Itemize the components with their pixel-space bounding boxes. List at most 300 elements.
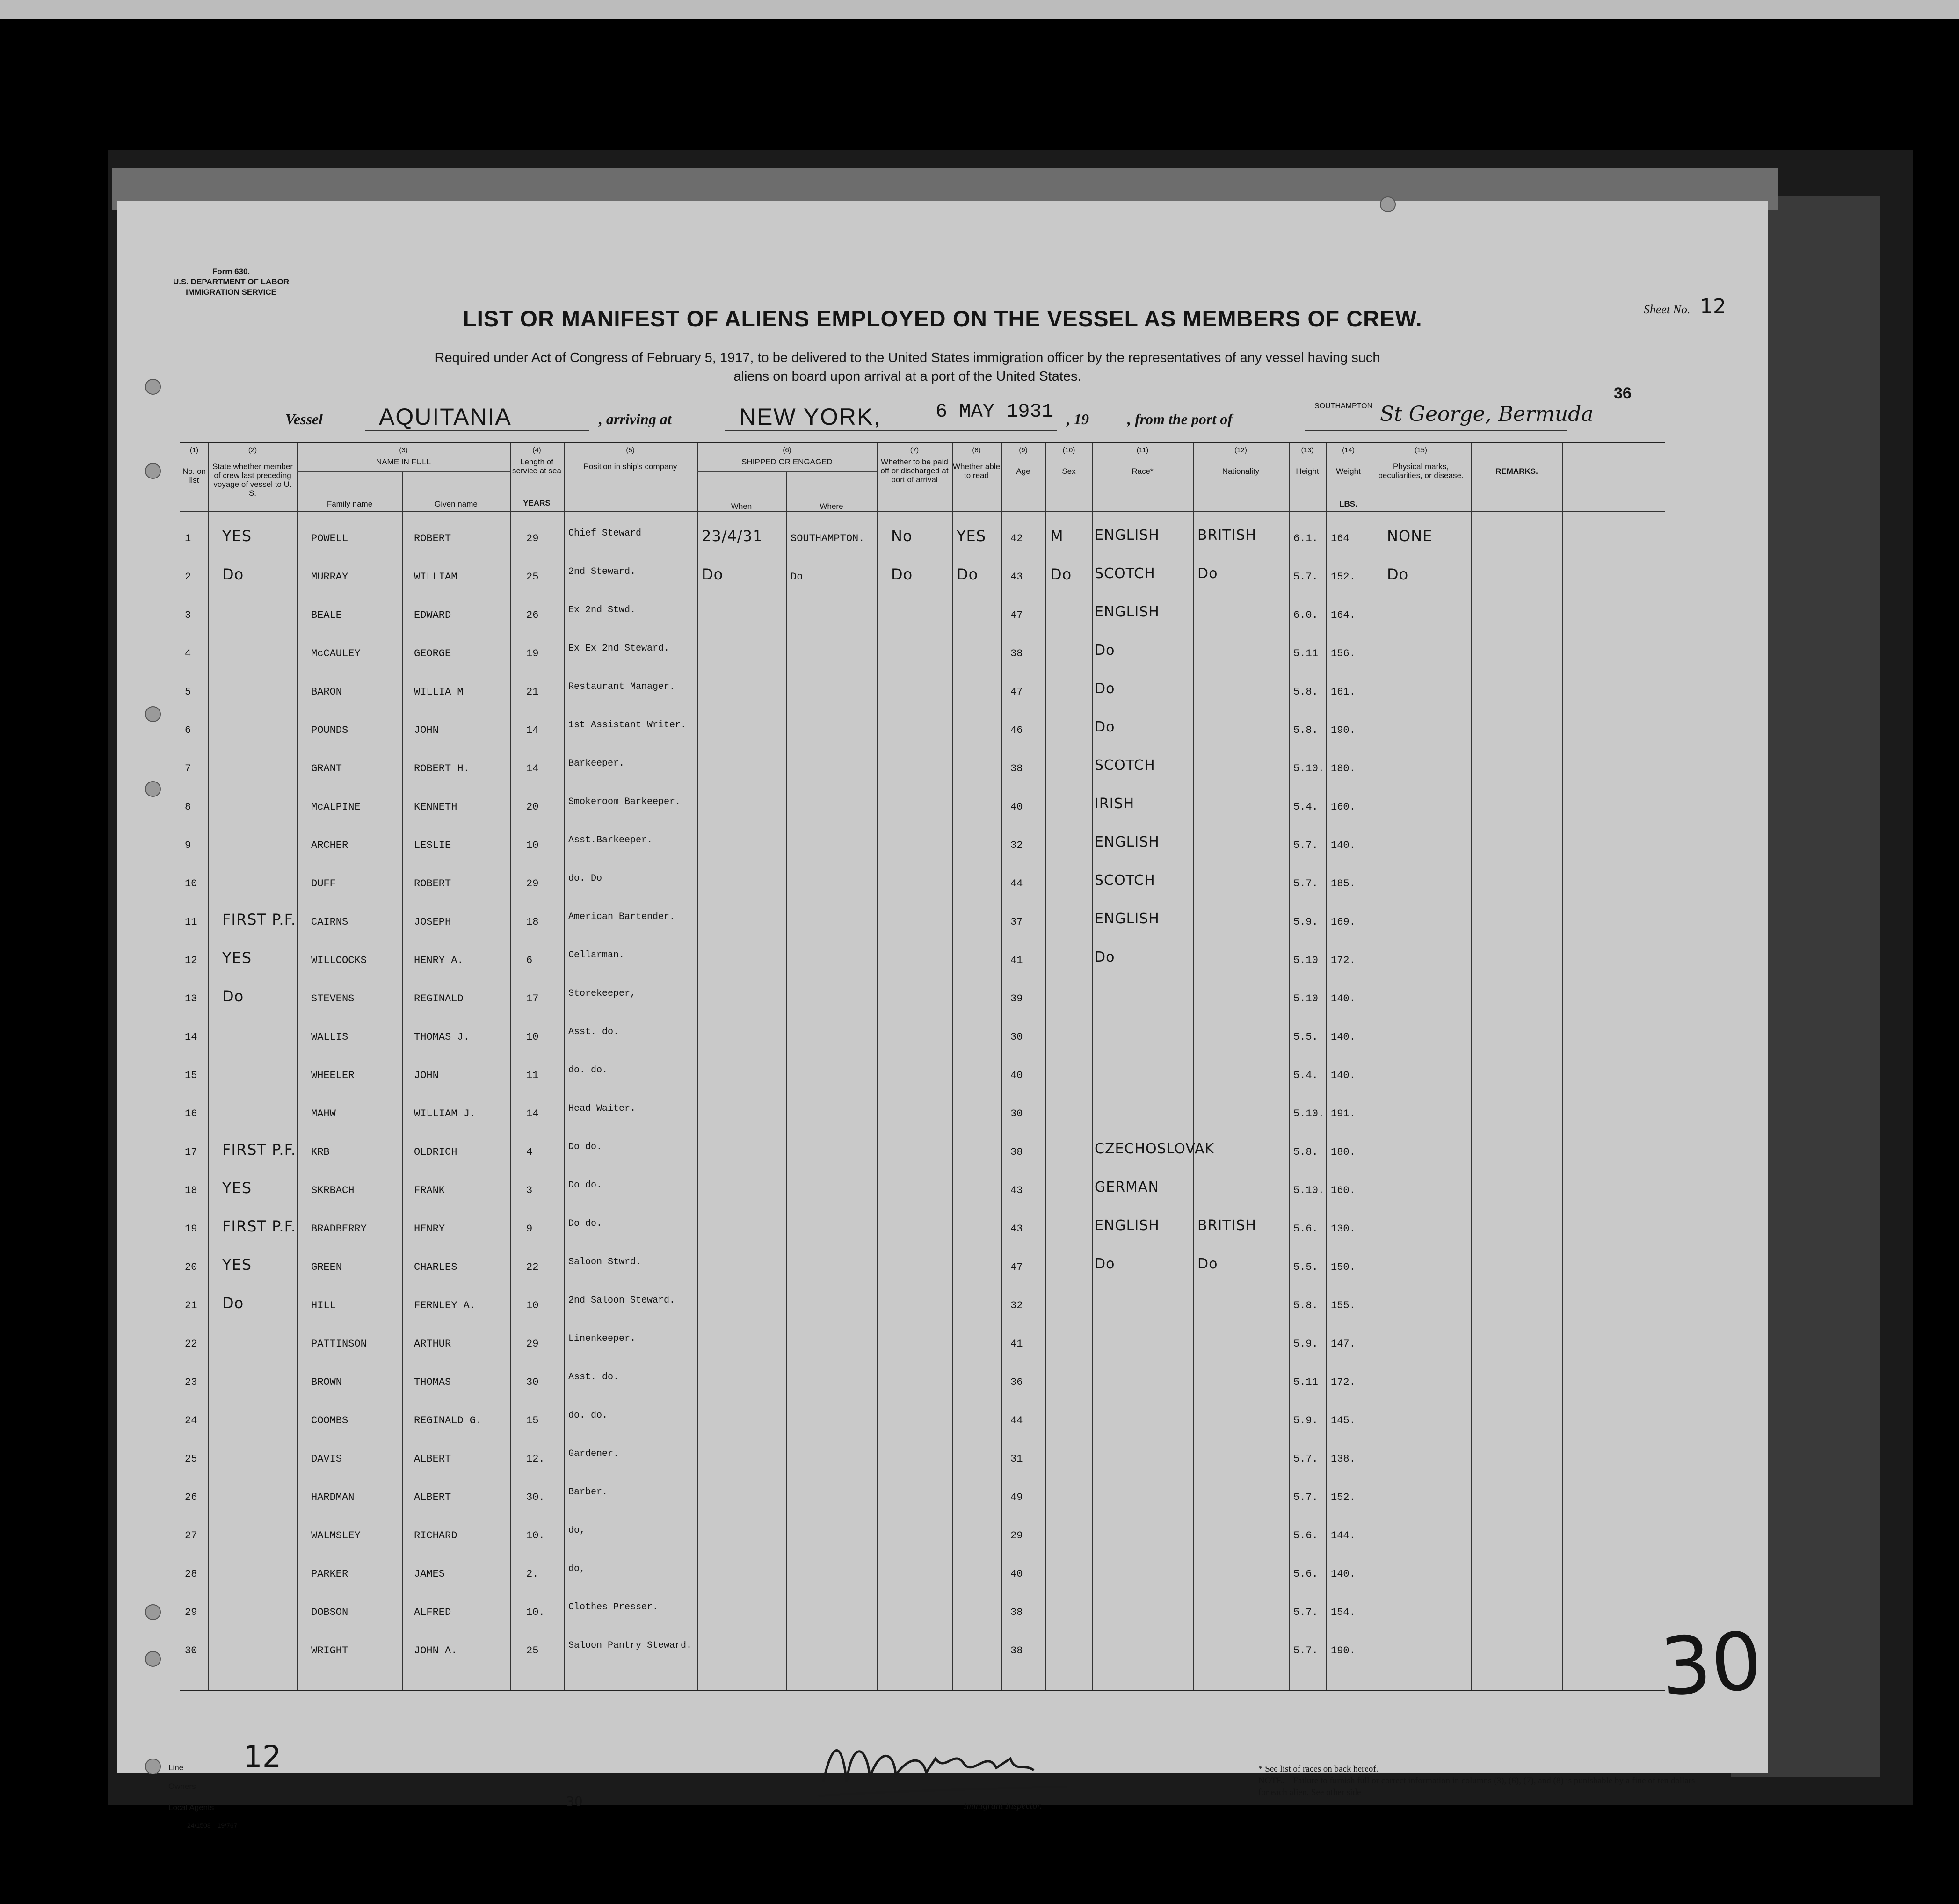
- cell-weight: 180.: [1331, 763, 1356, 775]
- col-header-shipped: SHIPPED OR ENGAGED: [741, 457, 833, 466]
- col-header-remarks: REMARKS.: [1495, 467, 1538, 476]
- cell-family: BROWN: [311, 1376, 342, 1388]
- inspector-signature: [814, 1730, 1076, 1808]
- cell-weight: 172.: [1331, 955, 1356, 966]
- cell-given: WILLIAM: [414, 571, 457, 583]
- cell-service: 10.: [526, 1607, 545, 1618]
- cell-age: 38: [1010, 763, 1023, 775]
- col-header-age: Age: [1016, 467, 1030, 476]
- cell-family: KRB: [311, 1146, 330, 1158]
- cell-age: 42: [1010, 533, 1023, 544]
- cell-weight: 140.: [1331, 993, 1356, 1005]
- table-row: [180, 1294, 1665, 1334]
- cell-no: 20: [185, 1261, 197, 1273]
- col-number: (5): [626, 446, 635, 454]
- col-header-physical: Physical marks, peculiarities, or disease.: [1378, 462, 1464, 480]
- cell-given: REGINALD: [414, 993, 464, 1005]
- cell-weight: 140.: [1331, 1070, 1356, 1081]
- cell-position: Asst. do.: [568, 1027, 619, 1037]
- cell-no: 11: [185, 916, 197, 928]
- cell-family: POUNDS: [311, 724, 348, 736]
- races-note: * See list of races on back hereof.: [1258, 1764, 1379, 1774]
- cell-position: Chief Steward: [568, 528, 642, 539]
- form-code: 24/1508—19/767: [187, 1822, 238, 1829]
- local-agents-label: Local Agents: [168, 1803, 214, 1812]
- col-header-read: Whether able to read: [952, 462, 1001, 480]
- cell-no: 9: [185, 840, 191, 851]
- cell-family: McALPINE: [311, 801, 361, 813]
- cell-position: Saloon Pantry Steward.: [568, 1640, 692, 1651]
- cell-position: Gardener.: [568, 1448, 619, 1459]
- cell-family: POWELL: [311, 533, 348, 544]
- cell-family: DOBSON: [311, 1607, 348, 1618]
- cell-position: Do do.: [568, 1218, 602, 1229]
- cell-service: 29: [526, 1338, 539, 1350]
- table-row: [180, 719, 1665, 759]
- punch-hole: [145, 1604, 161, 1620]
- cell-weight: 147.: [1331, 1338, 1356, 1350]
- cell-no: 25: [185, 1453, 197, 1465]
- col-header-state: State whether member of crew last preceding voyage of vessel to U. S.: [212, 462, 293, 498]
- table-row: [180, 642, 1665, 682]
- cell-race: GERMAN: [1095, 1179, 1159, 1195]
- cell-family: GREEN: [311, 1261, 342, 1273]
- cell-height: 5.9.: [1293, 1415, 1318, 1426]
- cell-height: 5.11: [1293, 648, 1318, 659]
- cell-family: STEVENS: [311, 993, 355, 1005]
- cell-weight: 154.: [1331, 1607, 1356, 1618]
- col-header-race: Race*: [1132, 467, 1154, 476]
- manifest-sheet: [117, 201, 1768, 1829]
- cell-height: 5.11: [1293, 1376, 1318, 1388]
- cell-age: 49: [1010, 1491, 1023, 1503]
- cell-weight: 156.: [1331, 648, 1356, 659]
- cell-given: WILLIAM J.: [414, 1108, 476, 1120]
- cell-race: Do: [1095, 681, 1115, 697]
- cell-weight: 185.: [1331, 878, 1356, 890]
- cell-given: RICHARD: [414, 1530, 457, 1542]
- cell-service: 14: [526, 1108, 539, 1120]
- cell-no: 18: [185, 1185, 197, 1196]
- cell-no: 27: [185, 1530, 197, 1542]
- cell-phys: NONE: [1387, 527, 1433, 545]
- cell-family: PATTINSON: [311, 1338, 367, 1350]
- cell-no: 4: [185, 648, 191, 659]
- cell-weight: 140.: [1331, 1031, 1356, 1043]
- cell-age: 43: [1010, 571, 1023, 583]
- cell-given: ROBERT: [414, 533, 451, 544]
- punch-hole: [145, 379, 161, 395]
- cell-age: 31: [1010, 1453, 1023, 1465]
- cell-race: ENGLISH: [1095, 604, 1160, 620]
- cell-state: YES: [222, 949, 252, 967]
- cell-position: Restaurant Manager.: [568, 681, 675, 692]
- cell-age: 47: [1010, 686, 1023, 698]
- cell-height: 6.0.: [1293, 609, 1318, 621]
- cell-no: 12: [185, 955, 197, 966]
- footnote: [1258, 1763, 1703, 1798]
- cell-no: 3: [185, 609, 191, 621]
- cell-weight: 152.: [1331, 1491, 1356, 1503]
- table-row: [180, 1489, 1665, 1526]
- cell-service: 20: [526, 801, 539, 813]
- cell-age: 40: [1010, 1568, 1023, 1580]
- col-number: (4): [532, 446, 541, 454]
- cell-height: 5.8.: [1293, 724, 1318, 736]
- cell-when: Do: [702, 565, 724, 583]
- cell-position: Linenkeeper.: [568, 1333, 636, 1344]
- table-row: [180, 527, 1665, 567]
- cell-age: 39: [1010, 993, 1023, 1005]
- punch-hole: [145, 781, 161, 797]
- cell-no: 23: [185, 1376, 197, 1388]
- cell-age: 47: [1010, 609, 1023, 621]
- cell-no: 28: [185, 1568, 197, 1580]
- cell-position: do. do.: [568, 1410, 608, 1421]
- col-header-given: Given name: [435, 500, 478, 508]
- cell-service: 10: [526, 840, 539, 851]
- cell-height: 5.4.: [1293, 1070, 1318, 1081]
- cell-race: CZECHOSLOVAK: [1095, 1141, 1215, 1157]
- col-number: (11): [1136, 446, 1149, 454]
- cell-given: ROBERT H.: [414, 763, 470, 775]
- cell-given: HENRY A.: [414, 955, 464, 966]
- col-header-weight: Weight: [1336, 467, 1361, 476]
- col-header-position: Position in ship's company: [583, 462, 677, 471]
- inspector-caption: Immigrant Inspector.: [964, 1801, 1042, 1811]
- stamp-line: IMMIGRATION SERVICE: [186, 288, 277, 297]
- from-port-label: , from the port of: [1127, 411, 1233, 427]
- cell-given: JOSEPH: [414, 916, 451, 928]
- cell-service: 3: [526, 1185, 533, 1196]
- cell-race: Do: [1095, 719, 1115, 735]
- sheet-number-value: 12: [1700, 295, 1726, 319]
- cell-service: 21: [526, 686, 539, 698]
- table-row: [180, 1604, 1665, 1641]
- cell-weight: 161.: [1331, 686, 1356, 698]
- cell-age: 43: [1010, 1223, 1023, 1235]
- cell-position: Ex Ex 2nd Steward.: [568, 643, 670, 654]
- cell-state: YES: [222, 527, 252, 545]
- cell-family: WHEELER: [311, 1070, 355, 1081]
- cell-family: BRADBERRY: [311, 1223, 367, 1235]
- cell-given: OLDRICH: [414, 1146, 457, 1158]
- col-header-when: When: [731, 502, 752, 511]
- cell-height: 6.1.: [1293, 533, 1318, 544]
- col-number: (1): [189, 446, 199, 454]
- cell-family: HARDMAN: [311, 1491, 355, 1503]
- cell-given: JOHN A.: [414, 1645, 457, 1657]
- col-number: (12): [1234, 446, 1247, 454]
- year-label: , 19: [1067, 411, 1089, 427]
- cell-no: 1: [185, 533, 191, 544]
- cell-no: 21: [185, 1300, 197, 1311]
- signature-graphic: [814, 1730, 1076, 1805]
- cell-state: Do: [222, 987, 244, 1005]
- cell-age: 36: [1010, 1376, 1023, 1388]
- cell-weight: 164.: [1331, 609, 1356, 621]
- cell-weight: 160.: [1331, 1185, 1356, 1196]
- cell-no: 30: [185, 1645, 197, 1657]
- cell-state: FIRST P.F.: [222, 1141, 297, 1158]
- cell-race: IRISH: [1095, 796, 1135, 812]
- sheet-number-label: Sheet No.: [1643, 303, 1691, 316]
- cell-height: 5.10.: [1293, 1108, 1325, 1120]
- cell-phys: Do: [1387, 565, 1409, 583]
- cell-given: ARTHUR: [414, 1338, 451, 1350]
- cell-position: Storekeeper,: [568, 988, 636, 999]
- cell-given: HENRY: [414, 1223, 445, 1235]
- table-row: [180, 1105, 1665, 1143]
- cell-weight: 144.: [1331, 1530, 1356, 1542]
- cell-age: 37: [1010, 916, 1023, 928]
- table-row: [180, 987, 1665, 1028]
- cell-weight: 180.: [1331, 1146, 1356, 1158]
- table-row: [180, 1141, 1665, 1181]
- cell-given: ALBERT: [414, 1491, 451, 1503]
- cell-family: DUFF: [311, 878, 336, 890]
- col-number: (6): [783, 446, 791, 454]
- cell-no: 6: [185, 724, 191, 736]
- cell-age: 40: [1010, 1070, 1023, 1081]
- cell-no: 8: [185, 801, 191, 813]
- col-header-sex: Sex: [1062, 467, 1076, 476]
- cell-given: WILLIA M: [414, 686, 464, 698]
- cell-race: ENGLISH: [1095, 911, 1160, 927]
- cell-height: 5.5.: [1293, 1031, 1318, 1043]
- cell-weight: 190.: [1331, 724, 1356, 736]
- cell-given: LESLIE: [414, 840, 451, 851]
- cell-given: JOHN: [414, 724, 439, 736]
- col-header-no: No. on list: [182, 467, 206, 485]
- cell-given: FERNLEY A.: [414, 1300, 476, 1311]
- cell-position: 1st Assistant Writer.: [568, 720, 687, 731]
- cell-no: 13: [185, 993, 197, 1005]
- cell-height: 5.6.: [1293, 1223, 1318, 1235]
- fine-note: NOTE.—Failure to furnish full or correct information in columns (3), (6), (7), and (8) is punishable by a fine of ten dollars for each alien. See other side: [1258, 1776, 1695, 1797]
- cell-nat: BRITISH: [1197, 1217, 1257, 1234]
- cell-height: 5.8.: [1293, 1146, 1318, 1158]
- cell-state: Do: [222, 1294, 244, 1312]
- cell-no: 15: [185, 1070, 197, 1081]
- cell-age: 43: [1010, 1185, 1023, 1196]
- cell-race: SCOTCH: [1095, 872, 1155, 889]
- cell-weight: 140.: [1331, 840, 1356, 851]
- cell-height: 5.4.: [1293, 801, 1318, 813]
- cell-service: 22: [526, 1261, 539, 1273]
- cell-position: Saloon Stwrd.: [568, 1257, 642, 1267]
- cell-where: Do: [791, 571, 803, 583]
- cell-position: Barkeeper.: [568, 758, 625, 769]
- table-row: [180, 1256, 1665, 1296]
- cell-given: ROBERT: [414, 878, 451, 890]
- col-header-paid: Whether to be paid off or discharged at port of arrival: [880, 457, 949, 484]
- table-row: [180, 1565, 1665, 1603]
- cell-position: do. Do: [568, 873, 602, 884]
- table-row: [180, 1028, 1665, 1066]
- punch-hole: [145, 706, 161, 722]
- cell-age: 47: [1010, 1261, 1023, 1273]
- cell-age: 32: [1010, 1300, 1023, 1311]
- page-subtitle: [276, 348, 1539, 386]
- cell-weight: 138.: [1331, 1453, 1356, 1465]
- cell-position: 2nd Steward.: [568, 566, 636, 577]
- col-header-family: Family name: [326, 500, 373, 508]
- cell-where: SOUTHAMPTON.: [791, 533, 865, 544]
- table-row: [180, 1642, 1665, 1680]
- cell-no: 16: [185, 1108, 197, 1120]
- cell-given: CHARLES: [414, 1261, 457, 1273]
- agents-note: 30: [566, 1794, 583, 1809]
- cell-position: Asst. do.: [568, 1372, 619, 1383]
- table-row: [180, 798, 1665, 836]
- page-title: LIST OR MANIFEST OF ALIENS EMPLOYED ON THE VESSEL AS MEMBERS OF CREW.: [463, 307, 1422, 332]
- vessel-line: [117, 400, 1768, 434]
- table-row: [180, 757, 1665, 797]
- vessel-name: AQUITANIA: [379, 404, 512, 430]
- cell-race: Do: [1095, 949, 1115, 965]
- cell-no: 22: [185, 1338, 197, 1350]
- cell-height: 5.9.: [1293, 1338, 1318, 1350]
- cell-position: Clothes Presser.: [568, 1602, 659, 1613]
- cell-read: YES: [957, 527, 987, 545]
- cell-age: 38: [1010, 1607, 1023, 1618]
- cell-given: ALBERT: [414, 1453, 451, 1465]
- col-header-service: Length of service at sea: [512, 457, 561, 475]
- punch-hole: [145, 1759, 161, 1774]
- col-number: (8): [972, 446, 981, 454]
- table-row: [180, 1527, 1665, 1564]
- cell-position: do,: [568, 1564, 586, 1574]
- cell-service: 17: [526, 993, 539, 1005]
- cell-family: WALMSLEY: [311, 1530, 361, 1542]
- cell-service: 14: [526, 763, 539, 775]
- cell-position: American Bartender.: [568, 912, 675, 922]
- from-port-value: St George, Bermuda: [1380, 402, 1594, 426]
- punch-hole: [145, 1651, 161, 1667]
- table-row: [180, 683, 1665, 721]
- cell-paid: No: [891, 527, 913, 545]
- cell-no: 2: [185, 571, 191, 583]
- cell-age: 38: [1010, 648, 1023, 659]
- table-row: [180, 834, 1665, 874]
- cell-weight: 130.: [1331, 1223, 1356, 1235]
- cell-age: 30: [1010, 1031, 1023, 1043]
- punch-hole: [1380, 196, 1396, 212]
- scanner-top-edge: [0, 0, 1959, 19]
- cell-height: 5.5.: [1293, 1261, 1318, 1273]
- cell-family: GRANT: [311, 763, 342, 775]
- cell-family: MAHW: [311, 1108, 336, 1120]
- cell-height: 5.6.: [1293, 1568, 1318, 1580]
- cell-sex: Do: [1050, 565, 1072, 583]
- cell-service: 15: [526, 1415, 539, 1426]
- cell-position: Cellarman.: [568, 950, 625, 961]
- line-value: 12: [243, 1740, 282, 1774]
- cell-position: Do do.: [568, 1180, 602, 1191]
- sub-divider: [297, 471, 510, 472]
- cell-race: ENGLISH: [1095, 527, 1160, 543]
- cell-service: 18: [526, 916, 539, 928]
- cell-service: 14: [526, 724, 539, 736]
- col-number: (9): [1019, 446, 1028, 454]
- cell-age: 41: [1010, 955, 1023, 966]
- cell-age: 32: [1010, 840, 1023, 851]
- cell-height: 5.10: [1293, 993, 1318, 1005]
- table-row: [180, 1217, 1665, 1258]
- cell-given: REGINALD G.: [414, 1415, 482, 1426]
- table-row: [180, 1067, 1665, 1104]
- cell-service: 9: [526, 1223, 533, 1235]
- cell-family: WRIGHT: [311, 1645, 348, 1657]
- cell-family: HILL: [311, 1300, 336, 1311]
- cell-race: ENGLISH: [1095, 834, 1160, 850]
- col-header-lbs: LBS.: [1339, 500, 1357, 508]
- cell-service: 10: [526, 1031, 539, 1043]
- cell-service: 4: [526, 1146, 533, 1158]
- cell-service: 19: [526, 648, 539, 659]
- cell-position: do. do.: [568, 1065, 608, 1076]
- cell-service: 10: [526, 1300, 539, 1311]
- underline: [725, 430, 1057, 431]
- cell-age: 44: [1010, 878, 1023, 890]
- cell-service: 26: [526, 609, 539, 621]
- cell-state: Do: [222, 565, 244, 583]
- cell-given: THOMAS J.: [414, 1031, 470, 1043]
- cell-family: COOMBS: [311, 1415, 348, 1426]
- cell-family: CAIRNS: [311, 916, 348, 928]
- cell-no: 5: [185, 686, 191, 698]
- cell-position: Head Waiter.: [568, 1103, 636, 1114]
- table-row: [180, 1450, 1665, 1488]
- cell-race: SCOTCH: [1095, 565, 1155, 582]
- cell-weight: 160.: [1331, 801, 1356, 813]
- table-row: [180, 872, 1665, 912]
- table-row: [180, 1179, 1665, 1219]
- cell-service: 29: [526, 533, 539, 544]
- col-header-nationality: Nationality: [1222, 467, 1260, 476]
- cell-service: 11: [526, 1070, 539, 1081]
- sub-divider: [697, 471, 877, 472]
- cell-no: 24: [185, 1415, 197, 1426]
- cell-age: 38: [1010, 1146, 1023, 1158]
- cell-family: PARKER: [311, 1568, 348, 1580]
- underline: [1305, 430, 1567, 431]
- cell-state: FIRST P.F.: [222, 1217, 297, 1235]
- cell-read: Do: [957, 565, 979, 583]
- subtitle-line: Required under Act of Congress of February 5, 1917, to be delivered to the United States immigration officer by the representatives of any vessel having such: [435, 350, 1380, 365]
- col-header-height: Height: [1296, 467, 1319, 476]
- cell-height: 5.6.: [1293, 1530, 1318, 1542]
- cell-race: Do: [1095, 642, 1115, 659]
- col-number: (14): [1342, 446, 1355, 454]
- cell-weight: 164: [1331, 533, 1350, 544]
- cell-sex: M: [1050, 527, 1064, 545]
- department-stamp: [173, 267, 289, 297]
- cell-age: 46: [1010, 724, 1023, 736]
- cell-given: GEORGE: [414, 648, 451, 659]
- cell-age: 40: [1010, 801, 1023, 813]
- cell-position: Barber.: [568, 1487, 608, 1498]
- cell-family: DAVIS: [311, 1453, 342, 1465]
- table-row: [180, 1412, 1665, 1449]
- cell-height: 5.9.: [1293, 916, 1318, 928]
- cell-position: Do do.: [568, 1142, 602, 1152]
- cell-age: 41: [1010, 1338, 1023, 1350]
- cell-given: ALFRED: [414, 1607, 451, 1618]
- cell-state: YES: [222, 1256, 252, 1274]
- cell-service: 25: [526, 571, 539, 583]
